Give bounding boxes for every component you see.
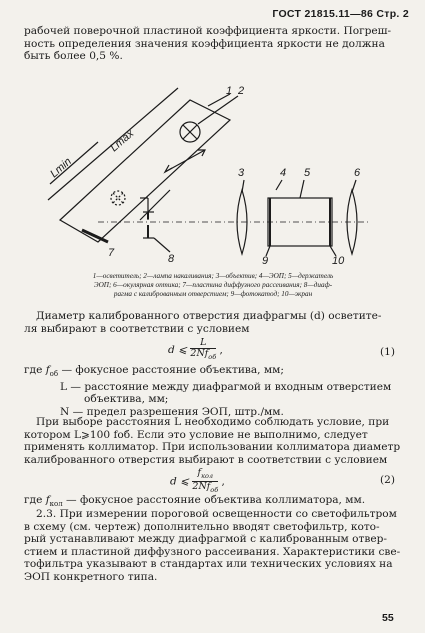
eq2-numerator: $f_{кол}$	[192, 468, 218, 482]
intro-line: ность определения значения коэффициента яркости не должна	[24, 37, 385, 50]
caption-line: 1—осветитель; 2—лампа накаливания; 3—объектив; 4—ЭОП; 5—держатель	[92, 272, 334, 280]
text-line: стием и пластиной диффузного рассеивания. Характеристики све-	[24, 545, 401, 558]
eq2-lhs: d ⩽	[170, 475, 190, 488]
lmax-label: Lmax	[108, 127, 137, 155]
text-line: 2.3. При измерении пороговой освещенности со светофильтром	[36, 508, 397, 520]
fig-label-10: 10	[332, 255, 345, 267]
fig-label-9: 9	[262, 255, 269, 267]
intro-paragraph	[24, 25, 408, 63]
eq2-tail: ,	[221, 475, 225, 488]
text-line: котором L⩾100 fоб. Если это условие не выполнимо, следует	[24, 428, 368, 441]
text-line: калиброванного отверстия выбирают в соответствии с условием	[24, 453, 388, 466]
def-N: N — предел разрешения ЭОП, штр./мм.	[60, 405, 284, 418]
fig-label-8: 8	[168, 253, 175, 265]
fig-label-5: 5	[304, 167, 311, 179]
fig-label-7: 7	[108, 247, 115, 259]
equation-1-number: (1)	[380, 346, 396, 358]
definitions-block	[24, 364, 408, 418]
page-number: 55	[382, 612, 394, 624]
text-line: ля выбирают в соответствии с условием	[24, 322, 250, 335]
intro-line: быть более 0,5 %.	[24, 50, 123, 63]
section-2-3	[24, 508, 408, 584]
caption-line: рагма с калиброванным отверстием; 9—фотокатод; 10—экран	[113, 290, 313, 298]
eq2-denominator: $2Nf_{об}$	[192, 480, 219, 494]
fig-label-4: 4	[280, 167, 287, 179]
text-line: ЭОП конкретного типа.	[24, 570, 158, 583]
figure-caption	[24, 272, 402, 299]
eq1-tail: ,	[219, 343, 223, 356]
definition-fkol: где $f_{кол}$ — фокусное расстояние объектива коллиматора, мм.	[24, 494, 366, 509]
fig-label-2: 2	[238, 85, 245, 97]
paragraph-collimator	[24, 416, 408, 466]
caption-line: ЭОП; 6—окулярная оптика; 7—пластина диффузного рассеивания; 8—диаф-	[93, 281, 333, 289]
text-line: в схему (см. чертеж) дополнительно вводят светофильтр, кото-	[24, 520, 380, 533]
fig-label-6: 6	[354, 167, 361, 179]
lmin-label: Lmin	[48, 155, 74, 181]
illuminator-body	[60, 100, 230, 242]
text-line: тофильтра указывают в стандартах или технических условиях на	[24, 558, 393, 571]
eq1-numerator: L	[190, 338, 216, 349]
equation-2-number: (2)	[380, 474, 396, 486]
page-header: ГОСТ 21815.11—86 Стр. 2	[272, 8, 409, 20]
def-L: L — расстояние между диафрагмой и входным отверстием	[60, 380, 392, 393]
intro-line: рабочей поверочной пластиной коэффициента яркости. Погреш-	[24, 25, 392, 37]
def-L-cont: объектива, мм;	[84, 393, 169, 406]
def-f: где $f_{об}$ — фокусное расстояние объектива, мм;	[24, 364, 284, 379]
eq2-fraction	[192, 468, 218, 495]
text-line: При выборе расстояния L необходимо соблюдать условие, при	[36, 416, 390, 428]
optical-scheme-figure	[30, 80, 400, 270]
text-line: рый устанавливают между диафрагмой с калиброванным отвер-	[24, 533, 387, 546]
paragraph-diameter	[24, 310, 408, 335]
text-line: Диаметр калиброванного отверстия диафрагмы (d) осветите-	[36, 310, 382, 322]
fig-label-3: 3	[238, 167, 245, 179]
text-line: применять коллиматор. При использовании коллиматора диаметр	[24, 441, 401, 454]
equation-2	[170, 468, 225, 495]
eq1-lhs: d ⩽	[168, 343, 188, 356]
eq1-denominator: $2Nf_{об}$	[190, 348, 217, 361]
equation-1	[168, 338, 223, 362]
eq1-fraction	[190, 338, 216, 362]
fig-label-1: 1	[226, 85, 233, 97]
